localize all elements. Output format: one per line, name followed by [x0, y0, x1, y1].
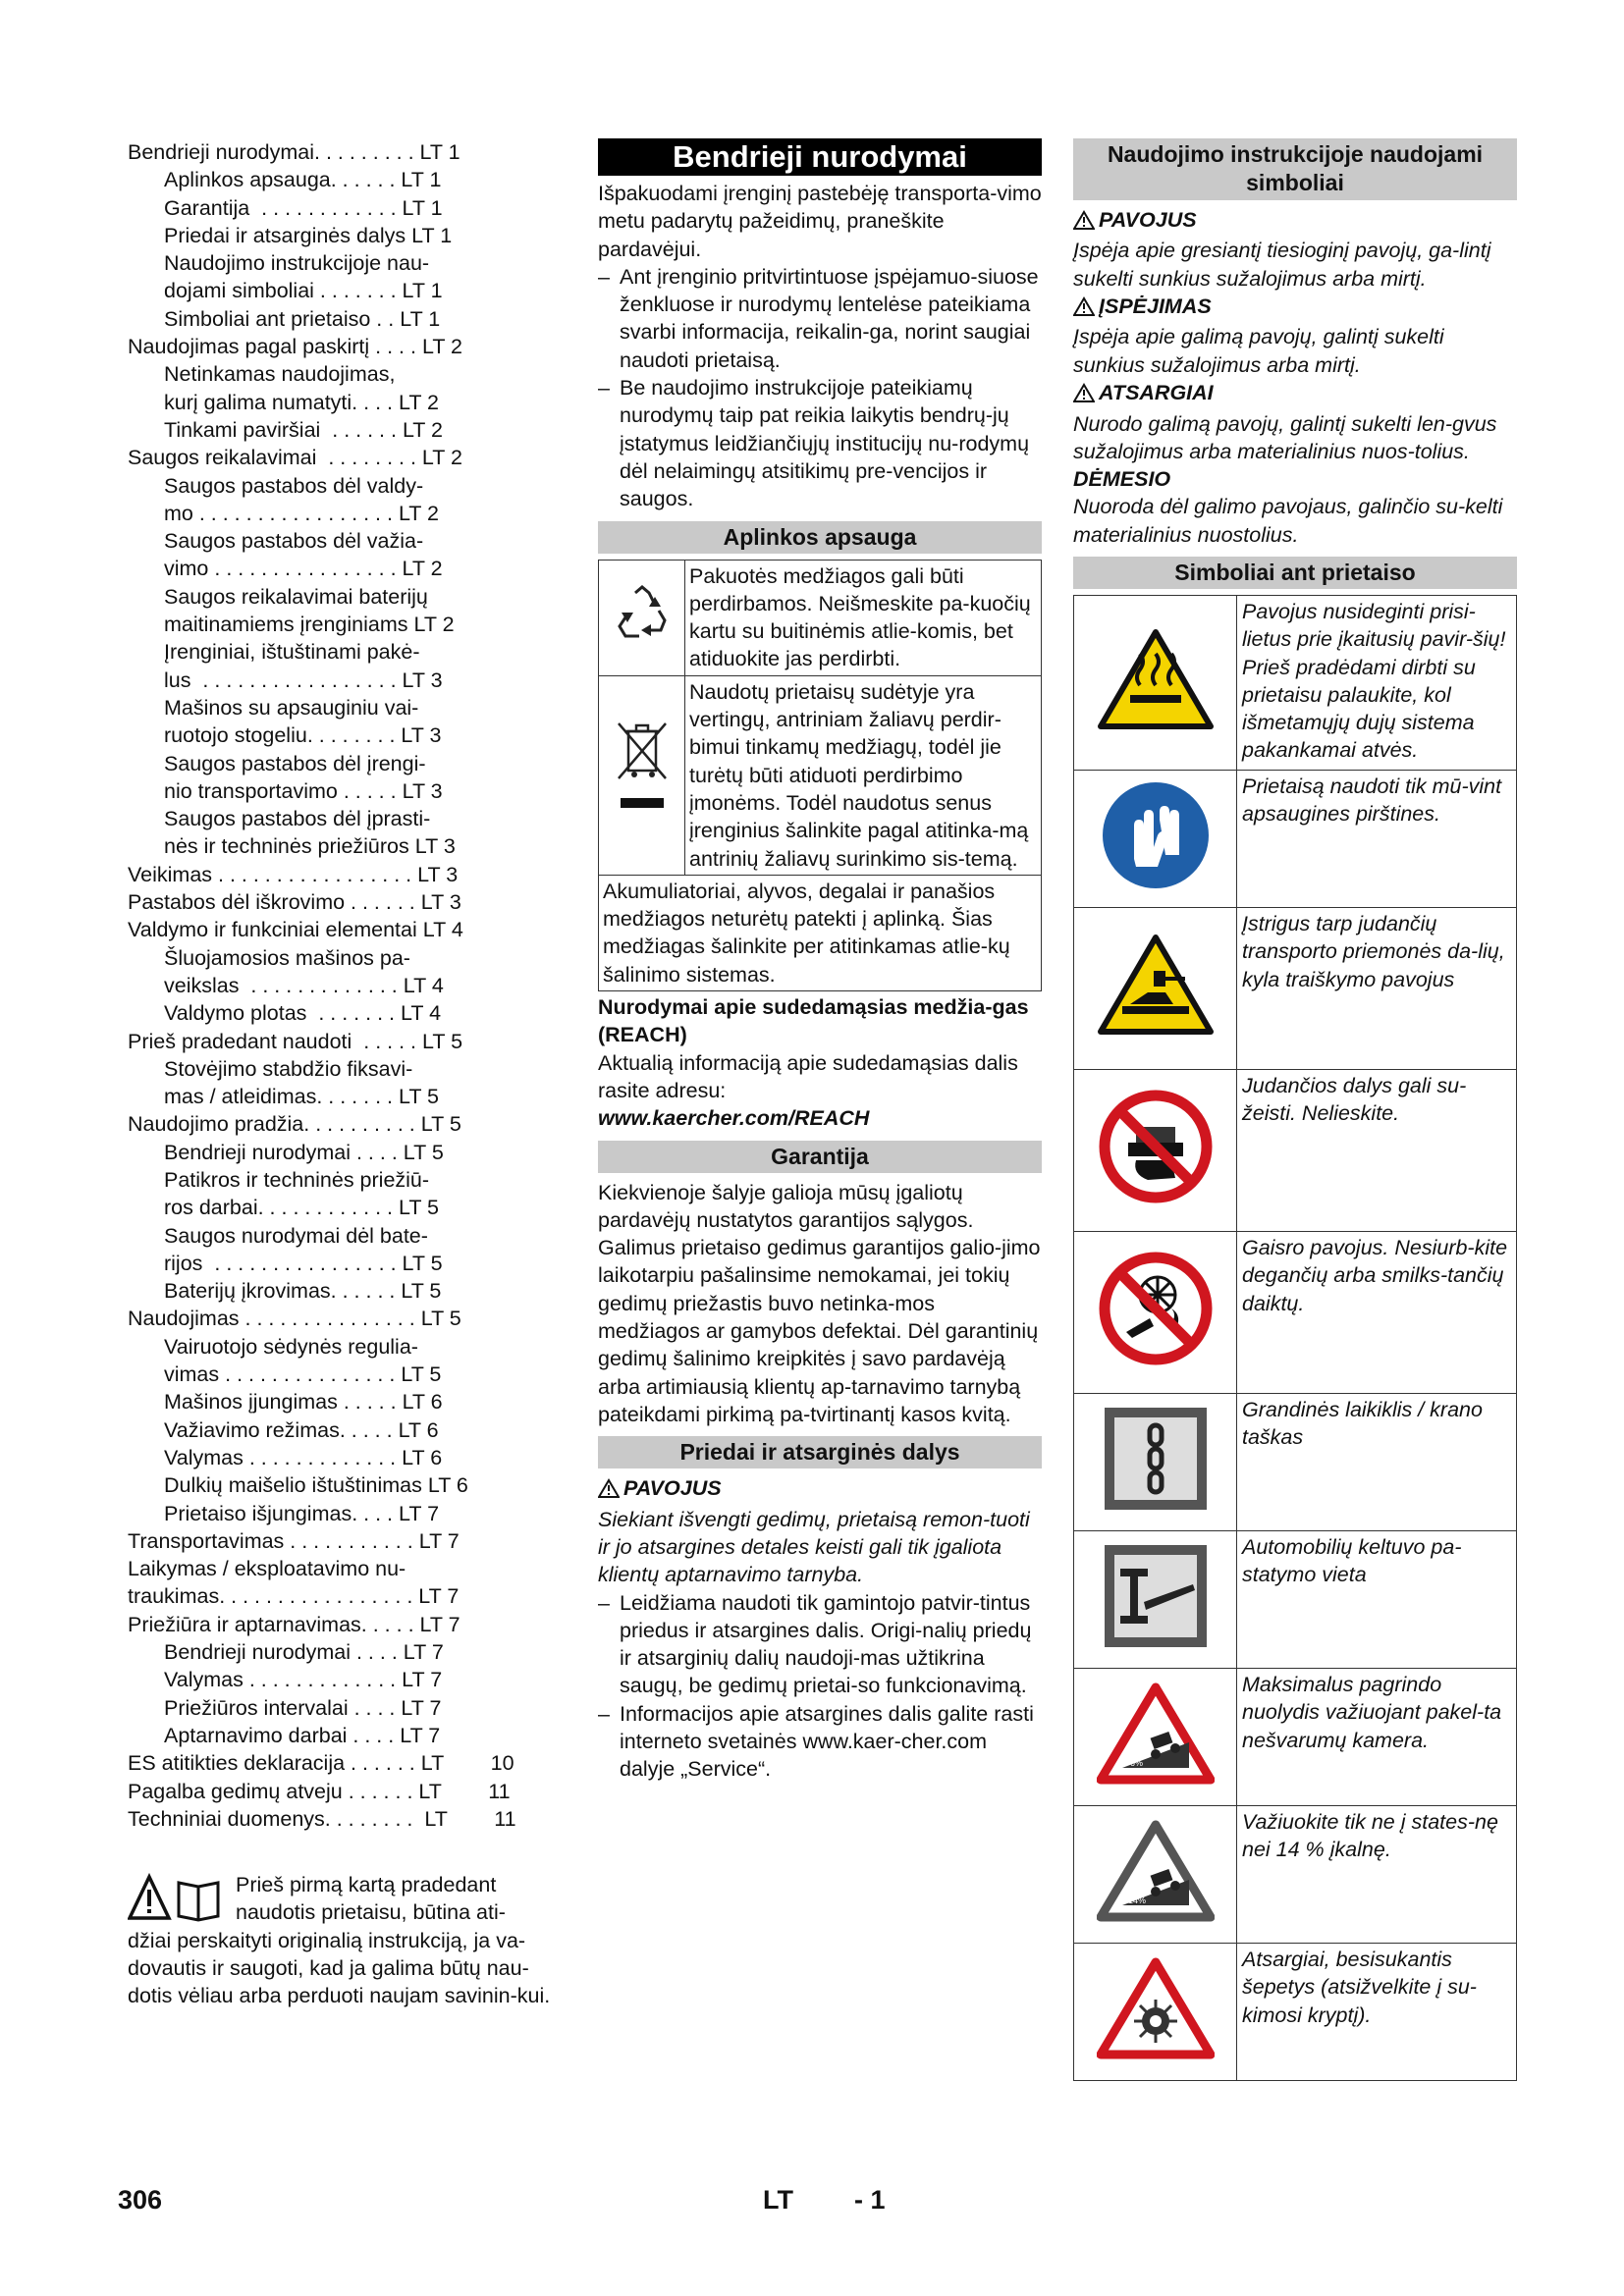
section-title-warranty: Garantija	[598, 1141, 1042, 1173]
symbol-description: Prietaisą naudoti tik mū-vint apsaugines pirštines.	[1237, 770, 1517, 907]
toc-entry[interactable]: Saugos reikalavimai baterijų	[164, 584, 428, 609]
table-row	[1074, 1231, 1517, 1393]
hazard-levels	[1073, 206, 1517, 549]
toc-entry[interactable]: Pastabos dėl iškrovimo . . . . . . LT 3	[128, 890, 461, 915]
toc-entry[interactable]: Priežiūros intervalai . . . . LT 7	[164, 1695, 442, 1720]
table-row	[1074, 1069, 1517, 1231]
read-manual-note: Prieš pirmą kartą pradedant naudotis prietaisu, būtina ati- džiai perskaityti originalią instrukciją, ja va-dovautis ir saugoti, kad ja galima būtų nau-dotis vėliau arba perduoti naujam savinin-kui.	[128, 1873, 551, 2008]
no-touch-icon	[1074, 1069, 1237, 1231]
env-old-devices-text: Naudotų prietaisų sudėtyje yra vertingų, antriniam žaliavų perdir-bimui tinkamų medžiagų, todėl jie turėtų būti atiduoti perdirbimo įmonėms. Todėl naudotus senus įrenginius šalinkite pagal atitinka-mą antrinių žaliavų surinkimo sis-temą.	[685, 675, 1042, 875]
symbol-description: Gaisro pavojus. Nesiurb-kite degančių arba smilks-tančių daiktų.	[1237, 1231, 1517, 1393]
hazard-level-text: Nuoroda dėl galimo pavojaus, galinčio su-kelti materialinius nuostolius.	[1073, 495, 1503, 547]
toc-entry[interactable]: Mašinos įjungimas . . . . . LT 6	[164, 1390, 443, 1415]
toc-entry-continued[interactable]: mas / atleidimas. . . . . . . LT 5	[164, 1085, 440, 1109]
toc-entry[interactable]: Saugos pastabos dėl įprasti-	[164, 807, 431, 831]
section-title-device-symbols: Simboliai ant prietaiso	[1073, 557, 1517, 589]
symbol-description: Grandinės laikiklis / krano taškas	[1237, 1393, 1517, 1530]
toc-entry-continued[interactable]: kurį galima numatyti. . . . LT 2	[164, 390, 440, 414]
crush-hazard-icon	[1074, 907, 1237, 1069]
hazard-level-text: Įspėja apie gresiantį tiesioginį pavojų, ga-lintį sukelti sunkius sužalojimus arba mirtį.	[1073, 239, 1491, 291]
toc-entry[interactable]: Naudojimo instrukcijoje nau-	[164, 251, 430, 276]
toc-entry[interactable]: Saugos reikalavimai . . . . . . . . LT 2	[128, 446, 462, 470]
toc-entry[interactable]: Saugos nurodymai dėl bate-	[164, 1223, 428, 1248]
environment-table	[598, 560, 1042, 991]
toc-entry[interactable]: Veikimas . . . . . . . . . . . . . . . . . LT 3	[128, 862, 459, 886]
toc-entry-continued[interactable]: vimo . . . . . . . . . . . . . . . . LT 2	[164, 557, 443, 581]
toc-entry[interactable]: Baterijų įkrovimas. . . . . . LT 5	[164, 1279, 442, 1304]
toc-entry-continued[interactable]: rijos . . . . . . . . . . . . . . . . LT 5	[164, 1251, 443, 1275]
toc-entry[interactable]: Dulkių maišelio ištuštinimas LT 6	[164, 1473, 468, 1498]
page-code: - 1	[854, 2185, 886, 2215]
toc-entry-continued[interactable]: ruotojo stogeliu. . . . . . . . LT 3	[164, 723, 442, 748]
toc-entry[interactable]: Bendrieji nurodymai. . . . . . . . . LT 1	[128, 140, 460, 164]
hazard-level-text: Nurodo galimą pavojų, galintį sukelti len-gvus sužalojimus arba materialinius nuos-tolius.	[1073, 411, 1497, 463]
section-title-environment: Aplinkos apsauga	[598, 521, 1042, 554]
section-title-general: Bendrieji nurodymai	[598, 138, 1042, 176]
toc-entry[interactable]: Simboliai ant prietaiso . . LT 1	[164, 306, 441, 331]
recycle-icon	[599, 560, 685, 675]
symbol-description: Judančios dalys gali su-žeisti. Nelieskite.	[1237, 1069, 1517, 1231]
toc-entry[interactable]: Mašinos su apsauginiu vai-	[164, 695, 419, 720]
device-symbols-table	[1073, 595, 1517, 2081]
toc-entry[interactable]: Valdymo plotas . . . . . . . LT 4	[164, 1001, 442, 1026]
toc-entry[interactable]: Naudojimas . . . . . . . . . . . . . . . LT 5	[128, 1307, 461, 1331]
symbol-description: Važiuokite tik ne į states-nę nei 14 % įkalnę.	[1237, 1805, 1517, 1943]
toc-entry-continued[interactable]: maitinamiems įrenginiams LT 2	[164, 613, 455, 637]
toc-entry[interactable]: Garantija . . . . . . . . . . . . LT 1	[164, 195, 443, 220]
toc-entry-continued[interactable]: veikslas . . . . . . . . . . . . . LT 4	[164, 973, 444, 997]
toc-entry[interactable]: Laikymas / eksploatavimo nu-	[128, 1557, 406, 1581]
toc-entry[interactable]: Naudojimo pradžia. . . . . . . . . . LT 5	[128, 1112, 461, 1137]
symbol-description: Maksimalus pagrindo nuolydis važiuojant pakel-ta nešvarumų kamera.	[1237, 1668, 1517, 1805]
hazard-level-text: Įspėja apie galimą pavojų, galintį sukelti sunkius sužalojimus arba mirtį.	[1073, 325, 1444, 377]
toc-entry[interactable]: Transportavimas . . . . . . . . . . . LT 7	[128, 1528, 460, 1553]
toc-entry[interactable]: Naudojimas pagal paskirtį . . . . LT 2	[128, 335, 462, 359]
symbol-description: Atsargiai, besisukantis šepetys (atsižvelkite į su-kimosi kryptį).	[1237, 1943, 1517, 2080]
symbol-description: Automobilių keltuvo pa-statymo vieta	[1237, 1530, 1517, 1668]
warning-triangle-icon	[1073, 383, 1095, 402]
toc-entry[interactable]: Saugos pastabos dėl važia-	[164, 529, 424, 554]
toc-entry-continued[interactable]: traukimas. . . . . . . . . . . . . . . . . LT 7	[128, 1584, 460, 1609]
warning-triangle-icon	[1073, 296, 1095, 316]
toc-entry[interactable]: Priežiūra ir aptarnavimas. . . . . LT 7	[128, 1612, 460, 1636]
reach-link[interactable]: www.kaercher.com/REACH	[598, 1106, 870, 1131]
env-batteries-text: Akumuliatoriai, alyvos, degalai ir panašios medžiagos neturėtų patekti į aplinką. Šias medžiagas šalinkite per atitinkamas atlie-kų šalinimo sistemas.	[599, 875, 1042, 990]
toc-entry[interactable]: Pagalba gedimų atveju . . . . . . LT 11	[128, 1779, 511, 1803]
list-item: – Informacijos apie atsargines dalis galite rasti interneto svetainės www.kaer-cher.com dalyje „Service“.	[598, 1701, 1034, 1782]
slope-14-icon	[1074, 1805, 1237, 1943]
gloves-icon	[1074, 770, 1237, 907]
svg-text:6%: 6%	[1129, 1757, 1143, 1768]
table-row	[1074, 595, 1517, 770]
toc-entry-continued[interactable]: vimas . . . . . . . . . . . . . . . LT 5	[164, 1362, 442, 1387]
symbols-section	[1073, 138, 1517, 2081]
table-row	[1074, 1530, 1517, 1668]
toc-entry[interactable]: Valdymo ir funkciniai elementai LT 4	[128, 918, 463, 942]
toc-entry[interactable]: Prietaiso išjungimas. . . . LT 7	[164, 1501, 440, 1525]
hazard-level-label: ATSARGIAI	[1073, 379, 1214, 406]
toc-entry[interactable]: Bendrieji nurodymai . . . . LT 7	[164, 1640, 444, 1665]
toc-entry-continued[interactable]: lus . . . . . . . . . . . . . . . . . LT 3	[164, 667, 443, 692]
toc-entry[interactable]: Valymas . . . . . . . . . . . . . LT 6	[164, 1445, 443, 1469]
table-row	[1074, 907, 1517, 1069]
slope-load-icon	[1074, 1668, 1237, 1805]
toc-entry-continued[interactable]: ros darbai. . . . . . . . . . . . LT 5	[164, 1196, 440, 1220]
language-code: LT	[763, 2185, 793, 2215]
warranty-text: Kiekvienoje šalyje galioja mūsų įgaliotų pardavėjų nustatytos garantijos sąlygos. Galimus prietaiso gedimus garantijos galio-jimo laikotarpiu pašalinsime nemokamai, jei tokių gedimų priežastis buvo netinka-mos medžiagos ar gamybos defektai. Dėl garantinių gedimų šalinimo kreipkitės į savo pardavėją arba artimiausią klientų ap-tarnavimo tarnybą pateikdami pirkimą pa-tvirtinantį kasos kvitą.	[598, 1180, 1041, 1426]
section-title-symbols: Naudojimo instrukcijoje naudojami simboliai	[1073, 138, 1517, 200]
hot-surface-icon	[1074, 595, 1237, 770]
reach-title: Nurodymai apie sudedamąsias medžia-gas (REACH)	[598, 995, 1029, 1047]
toc-entry[interactable]: ES atitikties deklaracija . . . . . . LT 10	[128, 1751, 514, 1776]
toc-entry-continued[interactable]: nės ir techninės priežiūros LT 3	[164, 834, 456, 859]
list-item: – Be naudojimo instrukcijoje pateikiamų nurodymų taip pat reikia laikytis bendrų-jų įstatymus leidžiančiųjų institucijų nu-rodymų dėl nelaimingų atsitikimų pre-vencijos ir saugos.	[598, 376, 1030, 511]
toc-entry[interactable]: Valymas . . . . . . . . . . . . . LT 7	[164, 1668, 443, 1692]
symbol-description: Pavojus nusideginti prisi-lietus prie įkaitusių pavir-šių! Prieš pradėdami dirbti su prietaisu palaukite, kol išmetamųjų dujų sistema pakankamai atvės.	[1237, 595, 1517, 770]
danger-label: PAVOJUS	[598, 1474, 722, 1502]
no-fire-icon	[1074, 1231, 1237, 1393]
crossed-bin-icon	[599, 675, 685, 875]
toc-entry[interactable]: Saugos pastabos dėl įrengi-	[164, 751, 426, 775]
svg-text:14%: 14%	[1127, 1895, 1146, 1905]
table-row	[1074, 1805, 1517, 1943]
table-row	[1074, 1943, 1517, 2080]
toc-entry-continued[interactable]: dojami simboliai . . . . . . . LT 1	[164, 279, 443, 303]
table-row	[1074, 1668, 1517, 1805]
toc-entry[interactable]: Stovėjimo stabdžio fiksavi-	[164, 1056, 413, 1081]
reach-text: Aktualią informaciją apie sudedamąsias dalis rasite adresu:	[598, 1050, 1018, 1102]
table-of-contents	[128, 138, 569, 1833]
toc-entry[interactable]: Aptarnavimo darbai . . . . LT 7	[164, 1723, 441, 1747]
hazard-level-label: ĮSPĖJIMAS	[1073, 293, 1212, 320]
toc-entry-continued[interactable]: mo . . . . . . . . . . . . . . . . . LT 2	[164, 501, 439, 525]
jack-point-icon	[1074, 1530, 1237, 1668]
toc-entry[interactable]: Priedai ir atsarginės dalys LT 1	[164, 223, 453, 247]
toc-entry[interactable]: Važiavimo režimas. . . . . LT 6	[164, 1417, 439, 1442]
general-intro: Išpakuodami įrenginį pastebėję transporta-vimo metu padarytų pažeidimų, praneškite pardavėjui.	[598, 182, 1042, 261]
toc-entry[interactable]: Bendrieji nurodymai . . . . LT 5	[164, 1140, 444, 1164]
list-item: – Leidžiama naudoti tik gamintojo patvir-tintus priedus ir atsargines dalis. Origi-nalių priedų ir atsarginių dalių naudoji-mas užtikrina saugų, be gedimų prietai-so funkcionavimą.	[598, 1590, 1032, 1698]
page-number: 306	[118, 2185, 163, 2215]
chain-hook-icon	[1074, 1393, 1237, 1530]
list-item: – Ant įrenginio pritvirtintuose įspėjamuo-siuose ženkluose ir nurodymų lentelėse pateikiama svarbi informacija, reikalin-ga, norint saugiai naudoti prietaisą.	[598, 264, 1039, 372]
warning-triangle-icon	[1073, 210, 1095, 230]
toc-entry[interactable]: Aplinkos apsauga. . . . . . LT 1	[164, 168, 442, 192]
toc-entry[interactable]: Saugos pastabos dėl valdy-	[164, 473, 424, 498]
toc-entry[interactable]: Techniniai duomenys. . . . . . . . LT 11	[128, 1806, 516, 1831]
toc-entry[interactable]: Netinkamas naudojimas,	[164, 362, 396, 387]
danger-text: Siekiant išvengti gedimų, prietaisą remon-tuoti ir jo atsargines detales keisti gali tik įgaliota klientų aptarnavimo tarnyba.	[598, 1507, 1030, 1587]
toc-entry[interactable]: Įrenginiai, ištuštinami pakė-	[164, 640, 420, 665]
warning-triangle-icon	[598, 1478, 620, 1498]
toc-entry[interactable]: Patikros ir techninės priežiū-	[164, 1167, 430, 1192]
symbol-description: Įstrigus tarp judančių transporto priemonės da-lių, kyla traiškymo pavojus	[1237, 907, 1517, 1069]
warning-manual-icon	[128, 1873, 230, 1924]
toc-entry-continued[interactable]: nio transportavimo . . . . . LT 3	[164, 778, 443, 803]
general-section	[598, 138, 1042, 1784]
hazard-level-label: DĖMESIO	[1073, 467, 1171, 492]
table-row	[1074, 770, 1517, 907]
rotating-brush-icon	[1074, 1943, 1237, 2080]
hazard-level-label: PAVOJUS	[1073, 206, 1197, 234]
toc-entry[interactable]: Tinkami paviršiai . . . . . . LT 2	[164, 417, 443, 442]
env-packaging-text: Pakuotės medžiagos gali būti perdirbamos. Neišmeskite pa-kuočių kartu su buitinėmis atlie-komis, bet atiduokite jas perdirbti.	[685, 560, 1042, 675]
toc-entry[interactable]: Prieš pradedant naudoti . . . . . LT 5	[128, 1029, 463, 1053]
table-row	[1074, 1393, 1517, 1530]
toc-entry[interactable]: Vairuotojo sėdynės regulia-	[164, 1334, 418, 1359]
toc-entry[interactable]: Šluojamosios mašinos pa-	[164, 945, 410, 970]
section-title-accessories: Priedai ir atsarginės dalys	[598, 1436, 1042, 1468]
